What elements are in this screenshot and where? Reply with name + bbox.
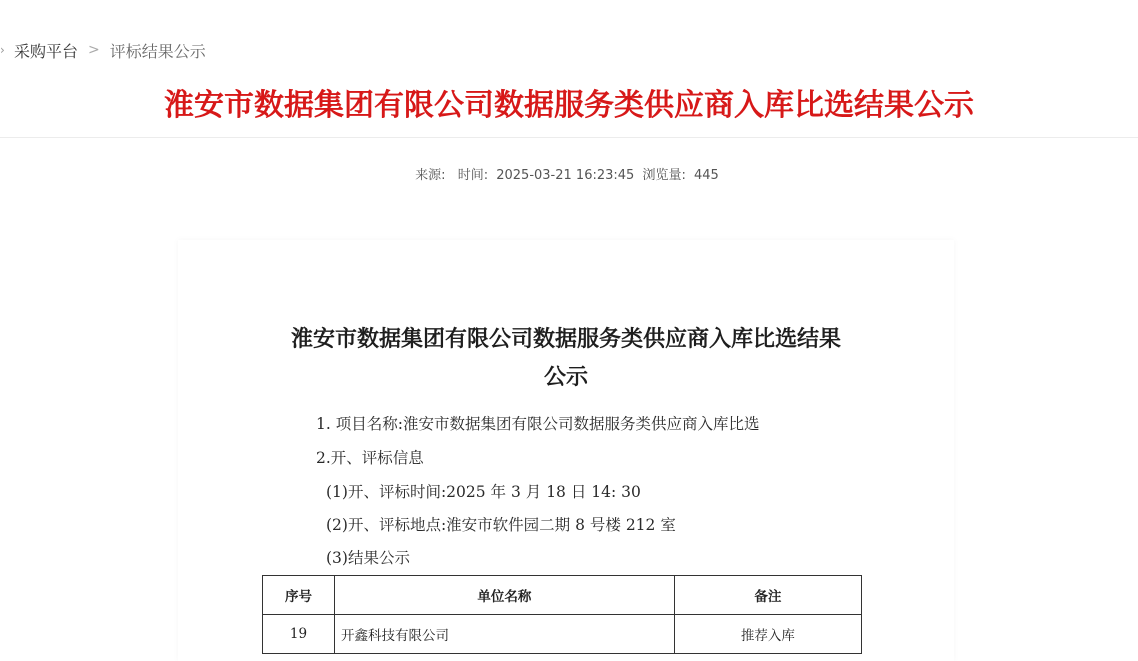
document-bid-location: (2)开、评标地点:淮安市软件园二期 8 号楼 212 室 (326, 516, 676, 534)
article-meta (0, 164, 1138, 183)
page-title: 淮安市数据集团有限公司数据服务类供应商入库比选结果公示 (164, 88, 974, 123)
table-header-no: 序号 (263, 576, 335, 615)
document-project-name: 1. 项目名称:淮安市数据集团有限公司数据服务类供应商入库比选 (316, 415, 760, 433)
document-bid-time: (1)开、评标时间:2025 年 3 月 18 日 14: 30 (326, 483, 641, 501)
time-value: 2025-03-21 16:23:45 (496, 168, 635, 183)
time-label: 时间: (457, 168, 489, 183)
breadcrumb-home-link[interactable]: 采购平台 (14, 41, 79, 61)
result-table (262, 575, 862, 654)
table-header-row (263, 576, 862, 615)
table-header-note: 备注 (674, 576, 861, 615)
header-band (0, 0, 1138, 138)
breadcrumb-separator-icon: > (88, 42, 100, 58)
document-title-line-2: 公示 (543, 364, 588, 390)
chevron-right-icon: › (0, 43, 5, 57)
table-row (263, 615, 862, 654)
scanned-document (178, 240, 954, 661)
source-label: 来源: (415, 168, 446, 183)
views-label: 浏览量: (642, 168, 686, 183)
table-cell-company: 开鑫科技有限公司 (335, 615, 675, 654)
document-title-line-1: 淮安市数据集团有限公司数据服务类供应商入库比选结果 (290, 326, 841, 352)
table-cell-no: 19 (263, 615, 335, 654)
document-section-heading: 2.开、评标信息 (316, 449, 424, 467)
views-value: 445 (693, 168, 719, 183)
table-cell-note: 推荐入库 (674, 615, 861, 654)
table-header-company: 单位名称 (335, 576, 675, 615)
document-result-heading: (3)结果公示 (326, 549, 410, 567)
breadcrumb (0, 38, 206, 62)
breadcrumb-current: 评标结果公示 (109, 41, 206, 61)
